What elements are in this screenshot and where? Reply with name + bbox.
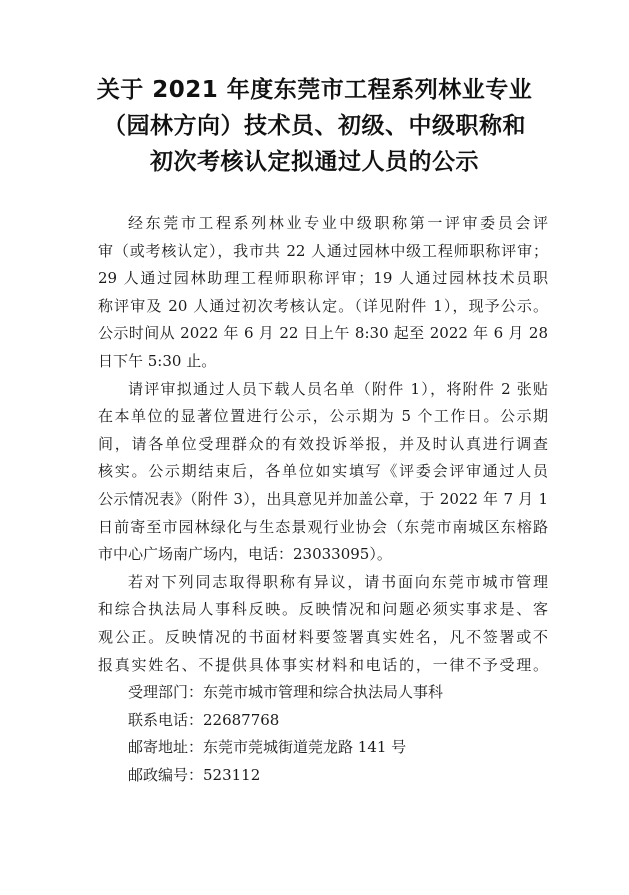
document-body	[98, 210, 548, 789]
contact-phone: 联系电话：22687768	[128, 710, 280, 729]
text-line: 在本单位的显著位置进行公示，公示期为 5 个工作日。公示期	[98, 407, 548, 426]
text-line: 间，请各单位受理群众的有效投诉举报，并及时认真进行调查	[98, 434, 548, 453]
document-title	[40, 72, 589, 180]
text-line: 日下午 5:30 止。	[98, 351, 217, 370]
paragraph-objections	[98, 569, 548, 679]
text-line: 核实。公示期结束后，各单位如实填写《评委会评审通过人员	[98, 462, 548, 481]
text-line: 称评审及 20 人通过初次考核认定。（详见附件 1），现予公示。	[98, 296, 548, 315]
text-line: 若对下列同志取得职称有异议，请书面向东莞市城市管理	[128, 572, 548, 591]
text-line: 公示情况表》（附件 3），出具意见并加盖公章，于 2022 年 7 月 1	[98, 489, 548, 508]
paragraph-announcement	[98, 210, 548, 376]
text-line: 29 人通过园林助理工程师职称评审；19 人通过园林技术员职	[98, 269, 548, 288]
title-line: 关于 2021 年度东莞市工程系列林业专业	[96, 77, 533, 103]
text-line: 报真实姓名、不提供具体事实材料和电话的，一律不予受理。	[98, 655, 548, 674]
text-line: 观公正。反映情况的书面材料要签署真实姓名，凡不签署或不	[98, 627, 548, 646]
text-line: 经东莞市工程系列林业专业中级职称第一评审委员会评	[128, 214, 548, 232]
text-line: 审（或考核认定），我市共 22 人通过园林中级工程师职称评审；	[98, 241, 548, 260]
text-line: 市中心广场南广场内，电话：23033095）。	[98, 545, 392, 564]
title-line: （园林方向）技术员、初级、中级职称和	[103, 113, 526, 139]
text-line: 日前寄至市园林绿化与生态景观行业协会（东莞市南城区东榕路	[98, 517, 548, 536]
title-line: 初次考核认定拟通过人员的公示	[150, 149, 479, 175]
text-line: 公示时间从 2022 年 6 月 22 日上午 8:30 起至 2022 年 6 月 28	[98, 324, 548, 343]
contact-department: 受理部门：东莞市城市管理和综合执法局人事科	[128, 683, 444, 702]
contact-address: 邮寄地址：东莞市莞城街道莞龙路 141 号	[128, 738, 407, 757]
contact-block	[98, 679, 548, 789]
text-line: 请评审拟通过人员下载人员名单（附件 1），将附件 2 张贴	[128, 379, 548, 398]
paragraph-instructions	[98, 376, 548, 569]
contact-postcode: 邮政编号：523112	[128, 765, 261, 784]
text-line: 和综合执法局人事科反映。反映情况和问题必须实事求是、客	[98, 600, 548, 619]
